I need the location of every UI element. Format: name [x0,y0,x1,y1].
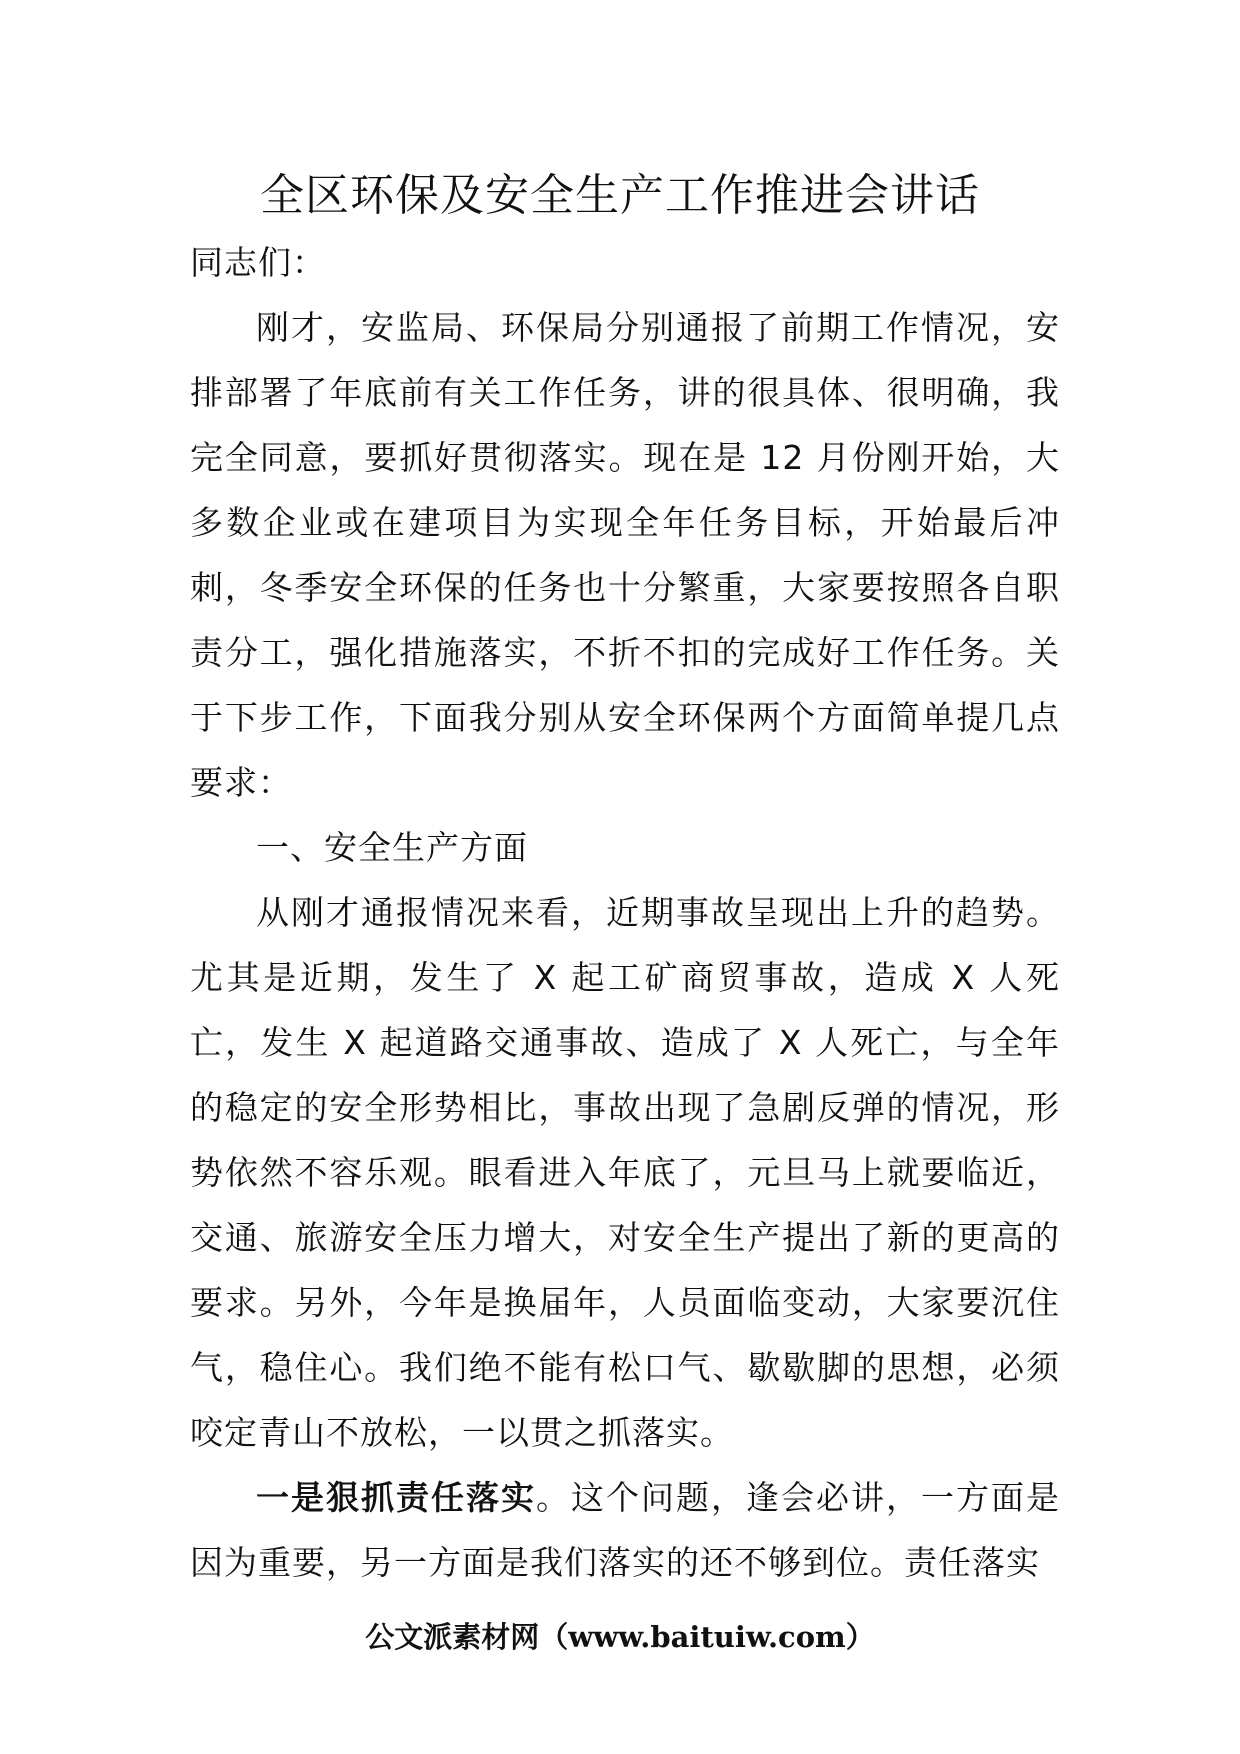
salutation: 同志们： [190,243,326,282]
document-title: 全区环保及安全生产工作推进会讲话 [260,170,980,221]
paragraph-situation: 从刚才通报情况来看，近期事故呈现出上升的趋势。尤其是近期，发生了 X 起工矿商贸事故，造成 X 人死亡，发生 X 起道路交通事故、造成了 X 人死亡，与全年的稳定的安全形势相比，事故出现了急剧反弹的情况，形势依然不容乐观。眼看进入年底了，元旦马上就要临近，交通、旅游安全压力增大，对安全生产提出了新的更高的要求。另外，今年是换届年，人员面临变动，大家要沉住气，稳住心。我们绝不能有松口气、歇歇脚的思想，必须咬定青山不放松，一以贯之抓落实。 [190,893,1060,1452]
document-body [190,230,1060,1595]
footer-watermark: 公文派素材网（www.baituiw.com） [365,1620,875,1654]
paragraph-point-one [190,1465,1060,1595]
paragraph-intro: 刚才，安监局、环保局分别通报了前期工作情况，安排部署了年底前有关工作任务，讲的很具体、很明确，我完全同意，要抓好贯彻落实。现在是 12 月份刚开始，大多数企业或在建项目为实现全年任务目标，开始最后冲刺，冬季安全环保的任务也十分繁重，大家要按照各自职责分工，强化措施落实，不折不扣的完成好工作任务。关于下步工作，下面我分别从安全环保两个方面简单提几点要求： [190,308,1060,802]
point-one-text: 。这个问题，逢会必讲，一方面是因为重要，另一方面是我们落实的还不够到位。责任落实 [190,1478,1060,1582]
point-one-lead: 一是狠抓责任落实 [256,1478,536,1517]
section-heading-safety: 一、安全生产方面 [256,828,528,867]
